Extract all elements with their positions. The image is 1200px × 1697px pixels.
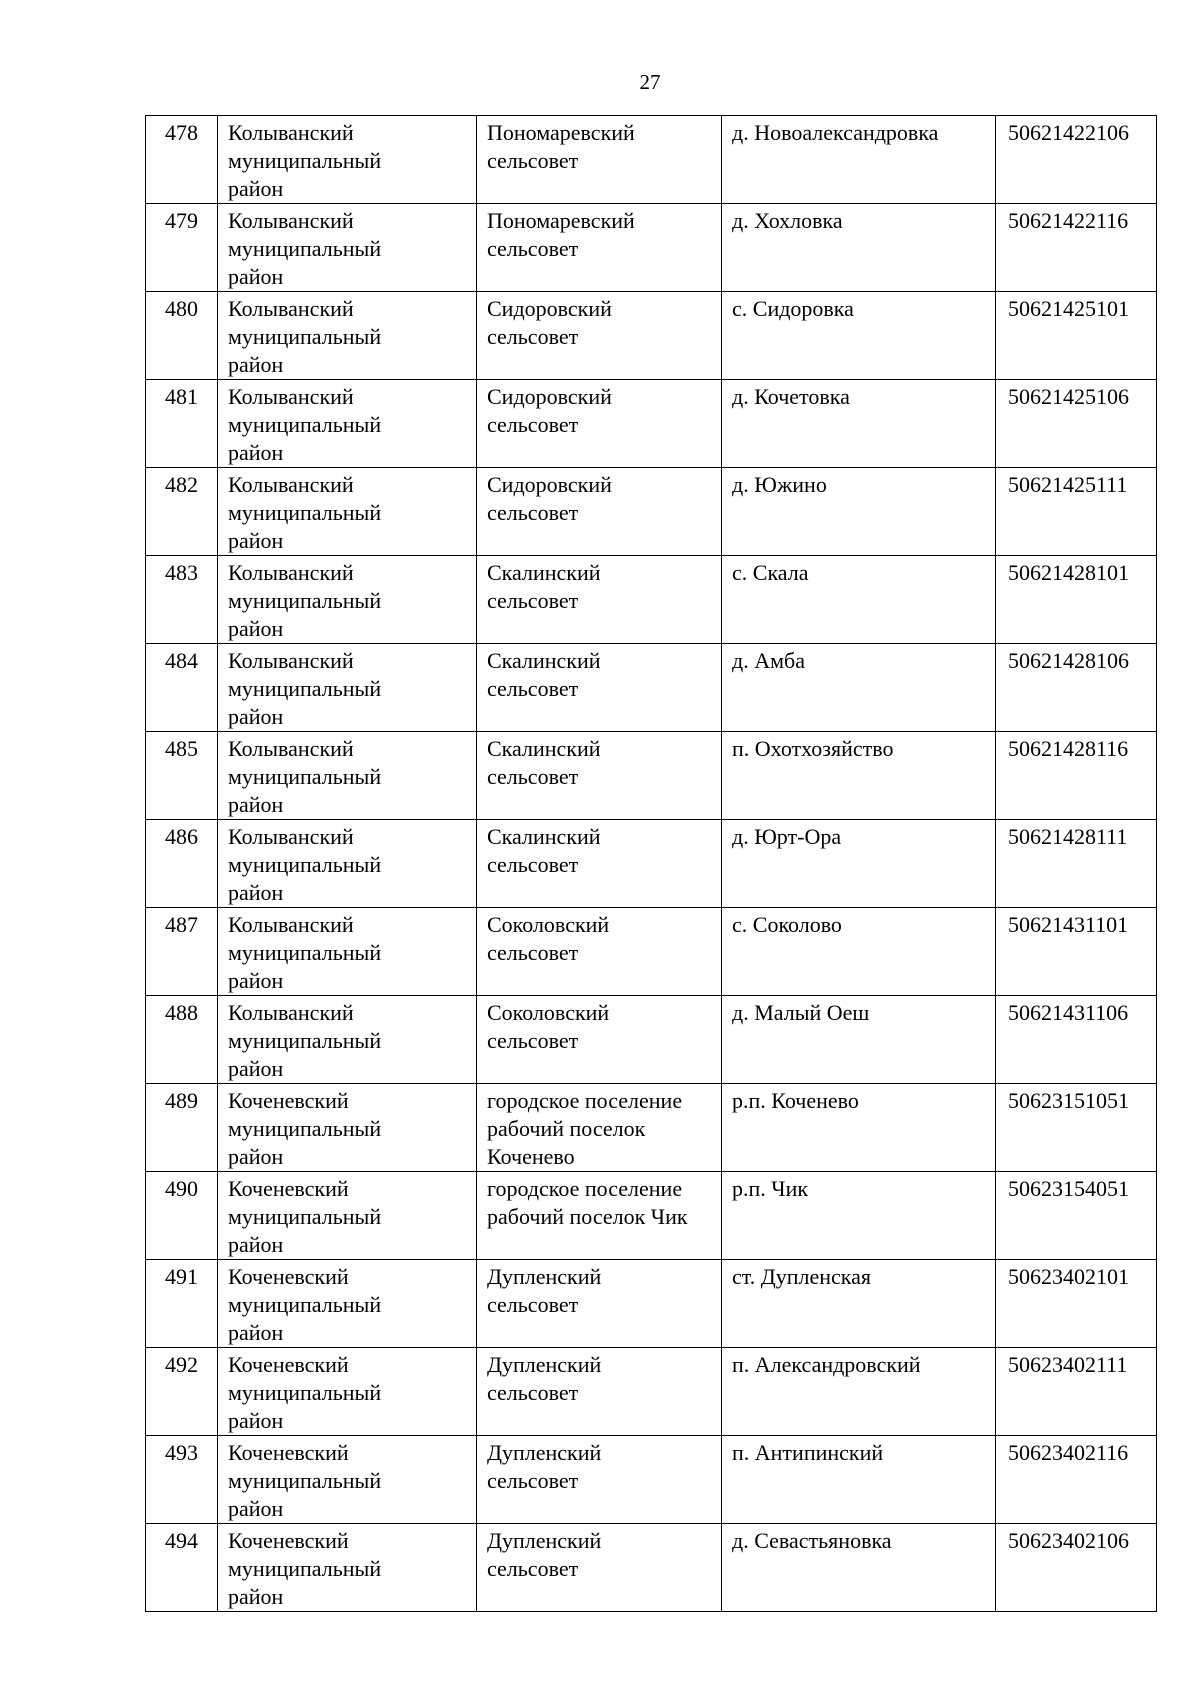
district-cell [218, 1524, 477, 1612]
locality-name: д. Кочетовка [732, 384, 850, 409]
locality-cell [722, 732, 996, 820]
settlement-line: Дупленский [487, 1264, 602, 1289]
row-number: 488 [165, 1000, 198, 1025]
oktmo-code-cell [996, 556, 1157, 644]
district-line: район [228, 880, 284, 905]
table-row [146, 380, 1157, 468]
district-line: район [228, 1408, 284, 1433]
oktmo-code-cell [996, 732, 1157, 820]
district-line: муниципальный [228, 1292, 382, 1317]
district-line: муниципальный [228, 1028, 382, 1053]
row-number-cell [146, 556, 218, 644]
district-line: Колыванский [228, 912, 354, 937]
settlement-line: сельсовет [487, 1468, 579, 1493]
district-line: Коченевский [228, 1088, 349, 1113]
settlement-cell [477, 1172, 722, 1260]
oktmo-code-cell [996, 1260, 1157, 1348]
row-number: 479 [165, 208, 198, 233]
district-line: район [228, 1584, 284, 1609]
locality-cell [722, 116, 996, 204]
oktmo-code-cell [996, 1436, 1157, 1524]
locality-cell [722, 908, 996, 996]
table-row [146, 116, 1157, 204]
locality-cell [722, 1260, 996, 1348]
oktmo-code-cell [996, 292, 1157, 380]
oktmo-code: 50623402116 [1008, 1440, 1129, 1465]
oktmo-code-cell [996, 1084, 1157, 1172]
oktmo-code-cell [996, 1172, 1157, 1260]
district-line: район [228, 528, 284, 553]
table-row [146, 204, 1157, 292]
settlement-line: Скалинский [487, 736, 601, 761]
settlement-line: сельсовет [487, 676, 579, 701]
locality-name: п. Антипинский [732, 1440, 884, 1465]
district-line: Колыванский [228, 120, 354, 145]
district-line: муниципальный [228, 852, 382, 877]
district-line: Колыванский [228, 472, 354, 497]
locality-cell [722, 1524, 996, 1612]
district-cell [218, 732, 477, 820]
table-row [146, 468, 1157, 556]
settlement-line: Сидоровский [487, 472, 612, 497]
district-line: Колыванский [228, 208, 354, 233]
district-cell [218, 292, 477, 380]
row-number-cell [146, 996, 218, 1084]
settlement-line: сельсовет [487, 412, 579, 437]
settlement-line: сельсовет [487, 1380, 579, 1405]
oktmo-code: 50621428116 [1008, 736, 1129, 761]
oktmo-code-cell [996, 1348, 1157, 1436]
oktmo-code-cell [996, 204, 1157, 292]
settlements-table [145, 115, 1157, 1612]
row-number-cell [146, 1172, 218, 1260]
district-line: район [228, 1056, 284, 1081]
table-row [146, 1348, 1157, 1436]
locality-name: д. Новоалександровка [732, 120, 939, 145]
settlement-cell [477, 1260, 722, 1348]
district-line: район [228, 792, 284, 817]
settlement-cell [477, 644, 722, 732]
oktmo-code: 50621425106 [1008, 384, 1129, 409]
oktmo-code: 50623402101 [1008, 1264, 1129, 1289]
locality-cell [722, 1436, 996, 1524]
district-line: район [228, 264, 284, 289]
row-number-cell [146, 1436, 218, 1524]
locality-name: п. Охотхозяйство [732, 736, 894, 761]
row-number: 489 [165, 1088, 198, 1113]
row-number-cell [146, 732, 218, 820]
settlement-cell [477, 996, 722, 1084]
oktmo-code: 50621431101 [1008, 912, 1129, 937]
settlement-line: Сидоровский [487, 296, 612, 321]
district-line: Колыванский [228, 648, 354, 673]
locality-cell [722, 1084, 996, 1172]
table-row [146, 1084, 1157, 1172]
oktmo-code: 50621428101 [1008, 560, 1129, 585]
settlement-cell [477, 204, 722, 292]
district-cell [218, 204, 477, 292]
district-cell [218, 820, 477, 908]
district-line: район [228, 1496, 284, 1521]
row-number-cell [146, 1260, 218, 1348]
settlement-line: сельсовет [487, 1292, 579, 1317]
settlement-line: Пономаревский [487, 208, 635, 233]
district-line: Колыванский [228, 1000, 354, 1025]
district-cell [218, 996, 477, 1084]
locality-name: р.п. Коченево [732, 1088, 859, 1113]
locality-name: д. Южино [732, 472, 827, 497]
locality-name: д. Севастьяновка [732, 1528, 892, 1553]
oktmo-code: 50623402111 [1008, 1352, 1128, 1377]
oktmo-code-cell [996, 468, 1157, 556]
locality-name: с. Сидоровка [732, 296, 854, 321]
district-line: Колыванский [228, 384, 354, 409]
row-number-cell [146, 116, 218, 204]
settlement-cell [477, 380, 722, 468]
district-line: Колыванский [228, 296, 354, 321]
table-row [146, 908, 1157, 996]
district-line: Коченевский [228, 1176, 349, 1201]
oktmo-code-cell [996, 1524, 1157, 1612]
locality-name: д. Хохловка [732, 208, 843, 233]
table-row [146, 996, 1157, 1084]
row-number-cell [146, 292, 218, 380]
settlement-cell [477, 1348, 722, 1436]
table-row [146, 732, 1157, 820]
row-number-cell [146, 204, 218, 292]
oktmo-code-cell [996, 116, 1157, 204]
settlement-line: сельсовет [487, 324, 579, 349]
oktmo-code-cell [996, 996, 1157, 1084]
district-line: муниципальный [228, 1204, 382, 1229]
table-row [146, 292, 1157, 380]
locality-cell [722, 556, 996, 644]
row-number-cell [146, 1348, 218, 1436]
district-cell [218, 468, 477, 556]
settlement-cell [477, 468, 722, 556]
district-line: муниципальный [228, 1380, 382, 1405]
locality-name: д. Юрт-Ора [732, 824, 842, 849]
district-line: район [228, 1320, 284, 1345]
table-body [146, 116, 1157, 1612]
oktmo-code: 50621428111 [1008, 824, 1128, 849]
district-cell [218, 1348, 477, 1436]
oktmo-code: 50621428106 [1008, 648, 1129, 673]
locality-name: д. Малый Оеш [732, 1000, 870, 1025]
settlement-line: рабочий поселок Чик [487, 1204, 688, 1229]
locality-cell [722, 468, 996, 556]
district-line: Коченевский [228, 1264, 349, 1289]
table-row [146, 644, 1157, 732]
locality-cell [722, 292, 996, 380]
settlement-line: Скалинский [487, 560, 601, 585]
row-number: 487 [165, 912, 198, 937]
settlement-line: сельсовет [487, 148, 579, 173]
settlement-cell [477, 1084, 722, 1172]
district-line: район [228, 1144, 284, 1169]
district-line: муниципальный [228, 412, 382, 437]
row-number-cell [146, 380, 218, 468]
district-cell [218, 908, 477, 996]
district-cell [218, 1172, 477, 1260]
oktmo-code-cell [996, 908, 1157, 996]
settlement-cell [477, 1436, 722, 1524]
district-line: Колыванский [228, 824, 354, 849]
settlement-line: сельсовет [487, 588, 579, 613]
row-number: 484 [165, 648, 198, 673]
settlement-line: Дупленский [487, 1528, 602, 1553]
locality-cell [722, 820, 996, 908]
district-line: муниципальный [228, 588, 382, 613]
settlement-cell [477, 732, 722, 820]
locality-name: р.п. Чик [732, 1176, 809, 1201]
locality-cell [722, 380, 996, 468]
district-line: муниципальный [228, 148, 382, 173]
settlement-line: Соколовский [487, 1000, 610, 1025]
district-line: Коченевский [228, 1528, 349, 1553]
oktmo-code: 50621425111 [1008, 472, 1128, 497]
settlement-cell [477, 556, 722, 644]
locality-name: ст. Дупленская [732, 1264, 872, 1289]
settlement-line: Дупленский [487, 1352, 602, 1377]
district-cell [218, 1436, 477, 1524]
settlement-cell [477, 820, 722, 908]
oktmo-code-cell [996, 644, 1157, 732]
table-row [146, 556, 1157, 644]
locality-cell [722, 204, 996, 292]
district-line: муниципальный [228, 676, 382, 701]
row-number: 482 [165, 472, 198, 497]
district-line: муниципальный [228, 500, 382, 525]
district-line: район [228, 704, 284, 729]
row-number: 485 [165, 736, 198, 761]
settlement-cell [477, 116, 722, 204]
district-line: Коченевский [228, 1440, 349, 1465]
settlement-line: Коченево [487, 1144, 575, 1169]
row-number: 478 [165, 120, 198, 145]
table-row [146, 1172, 1157, 1260]
row-number-cell [146, 908, 218, 996]
settlement-line: сельсовет [487, 764, 579, 789]
settlement-line: сельсовет [487, 940, 579, 965]
locality-cell [722, 996, 996, 1084]
district-line: Колыванский [228, 736, 354, 761]
row-number-cell [146, 1524, 218, 1612]
settlement-line: Пономаревский [487, 120, 635, 145]
row-number-cell [146, 820, 218, 908]
locality-name: д. Амба [732, 648, 805, 673]
district-cell [218, 556, 477, 644]
settlement-line: Скалинский [487, 824, 601, 849]
settlement-line: городское поселение [487, 1088, 683, 1113]
locality-cell [722, 1172, 996, 1260]
district-cell [218, 116, 477, 204]
settlement-line: сельсовет [487, 1556, 579, 1581]
district-cell [218, 1084, 477, 1172]
settlement-line: Дупленский [487, 1440, 602, 1465]
oktmo-code: 50621425101 [1008, 296, 1129, 321]
locality-name: с. Скала [732, 560, 809, 585]
settlement-cell [477, 292, 722, 380]
district-line: район [228, 616, 284, 641]
row-number-cell [146, 644, 218, 732]
row-number: 494 [165, 1528, 198, 1553]
row-number: 491 [165, 1264, 198, 1289]
locality-cell [722, 644, 996, 732]
locality-name: с. Соколово [732, 912, 842, 937]
district-line: район [228, 176, 284, 201]
district-line: муниципальный [228, 236, 382, 261]
row-number-cell [146, 468, 218, 556]
district-line: муниципальный [228, 1116, 382, 1141]
district-line: район [228, 968, 284, 993]
district-line: район [228, 440, 284, 465]
table-row [146, 1524, 1157, 1612]
table-row [146, 1436, 1157, 1524]
district-cell [218, 380, 477, 468]
district-line: Колыванский [228, 560, 354, 585]
district-line: Коченевский [228, 1352, 349, 1377]
district-cell [218, 644, 477, 732]
row-number: 481 [165, 384, 198, 409]
oktmo-code: 50621431106 [1008, 1000, 1129, 1025]
settlement-line: городское поселение [487, 1176, 683, 1201]
oktmo-code: 50621422106 [1008, 120, 1129, 145]
row-number: 490 [165, 1176, 198, 1201]
settlement-cell [477, 908, 722, 996]
page-number: 27 [639, 70, 661, 94]
settlement-line: сельсовет [487, 852, 579, 877]
district-line: муниципальный [228, 1468, 382, 1493]
locality-cell [722, 1348, 996, 1436]
settlement-line: Скалинский [487, 648, 601, 673]
oktmo-code-cell [996, 380, 1157, 468]
district-line: муниципальный [228, 764, 382, 789]
settlement-line: сельсовет [487, 1028, 579, 1053]
settlement-line: Соколовский [487, 912, 610, 937]
district-line: муниципальный [228, 1556, 382, 1581]
row-number: 486 [165, 824, 198, 849]
oktmo-code: 50623154051 [1008, 1176, 1129, 1201]
district-line: район [228, 1232, 284, 1257]
row-number: 483 [165, 560, 198, 585]
settlement-line: сельсовет [487, 500, 579, 525]
table-row [146, 820, 1157, 908]
district-line: муниципальный [228, 940, 382, 965]
district-cell [218, 1260, 477, 1348]
settlement-line: рабочий поселок [487, 1116, 646, 1141]
settlement-line: Сидоровский [487, 384, 612, 409]
table-row [146, 1260, 1157, 1348]
oktmo-code: 50621422116 [1008, 208, 1129, 233]
oktmo-code: 50623402106 [1008, 1528, 1129, 1553]
row-number: 492 [165, 1352, 198, 1377]
settlement-cell [477, 1524, 722, 1612]
oktmo-code-cell [996, 820, 1157, 908]
oktmo-code: 50623151051 [1008, 1088, 1129, 1113]
row-number: 480 [165, 296, 198, 321]
locality-name: п. Александровский [732, 1352, 921, 1377]
district-line: район [228, 352, 284, 377]
district-line: муниципальный [228, 324, 382, 349]
row-number: 493 [165, 1440, 198, 1465]
settlement-line: сельсовет [487, 236, 579, 261]
row-number-cell [146, 1084, 218, 1172]
